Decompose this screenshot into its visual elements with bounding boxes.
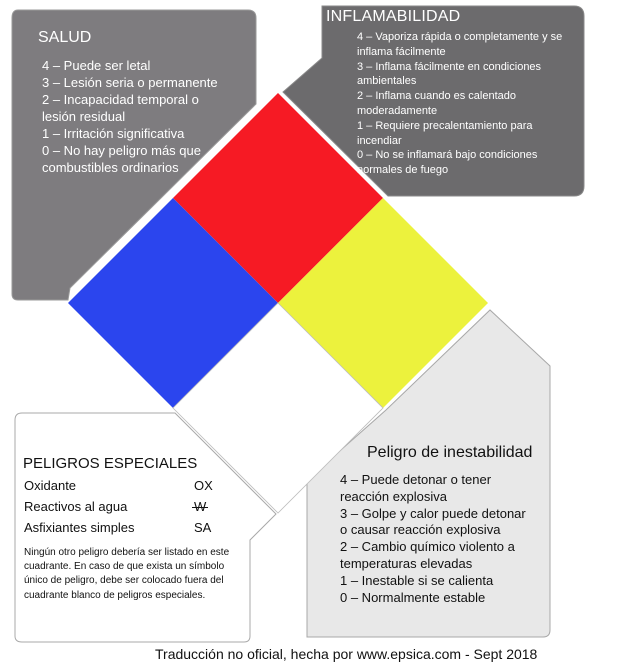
instability-item-4: 4 – Puede detonar o tener reacción explosiva	[340, 472, 492, 504]
special-row-water	[24, 496, 213, 517]
health-title: SALUD	[38, 29, 92, 46]
health-item-2: 2 – Incapacidad temporal o lesión residual	[42, 92, 199, 124]
health-item-3: 3 – Lesión seria o permanente	[42, 75, 218, 90]
special-label-water: Reactivos al agua	[24, 499, 128, 514]
health-list	[42, 57, 252, 176]
special-code-oxidizer: OX	[194, 478, 213, 493]
special-row-oxidizer	[24, 475, 213, 496]
flammability-title: INFLAMABILIDAD	[326, 8, 461, 25]
footer-credit: Traducción no oficial, hecha por www.epsica.com - Sept 2018	[155, 646, 538, 662]
instability-item-0: 0 – Normalmente estable	[340, 589, 486, 605]
flammability-item-0: 0 – No se inflamará bajo condiciones normales de fuego	[357, 149, 538, 177]
health-item-1: 1 – Irritación significativa	[42, 126, 185, 141]
flammability-item-3: 3 – Inflama fácilmente en condiciones ambientales	[357, 60, 542, 88]
special-code-asphyxiant: SA	[194, 520, 212, 535]
instability-item-2: 2 – Cambio químico violento a temperaturas elevadas	[340, 539, 515, 571]
special-note: Ningún otro peligro debería ser listado en este cuadrante. En caso de que exista un símbolo único de peligro, debe ser colocado fuera del cuadrante blanco de peligros especiales.	[24, 547, 230, 601]
flammability-item-2: 2 – Inflama cuando es calentado moderadamente	[357, 90, 517, 117]
special-table	[24, 475, 213, 538]
special-code-water: W	[194, 499, 207, 514]
special-label-oxidizer: Oxidante	[24, 478, 77, 493]
special-title: PELIGROS ESPECIALES	[23, 455, 198, 472]
flammability-list	[357, 30, 585, 178]
special-row-asphyxiant	[24, 517, 213, 538]
instability-title: Peligro de inestabilidad	[367, 444, 533, 461]
health-item-4: 4 – Puede ser letal	[42, 58, 151, 73]
health-item-0: 0 – No hay peligro más que combustibles ordinarios	[42, 143, 201, 175]
flammability-item-4: 4 – Vaporiza rápida o completamente y se inflama fácilmente	[357, 31, 563, 58]
instability-item-3: 3 – Golpe y calor puede detonar o causar reacción explosiva	[340, 505, 526, 538]
instability-list	[340, 472, 540, 606]
instability-item-1: 1 – Inestable si se calienta	[340, 572, 494, 588]
flammability-item-1: 1 – Requiere precalentamiento para incendiar	[357, 119, 533, 147]
special-label-asphyxiant: Asfixiantes simples	[24, 520, 135, 535]
